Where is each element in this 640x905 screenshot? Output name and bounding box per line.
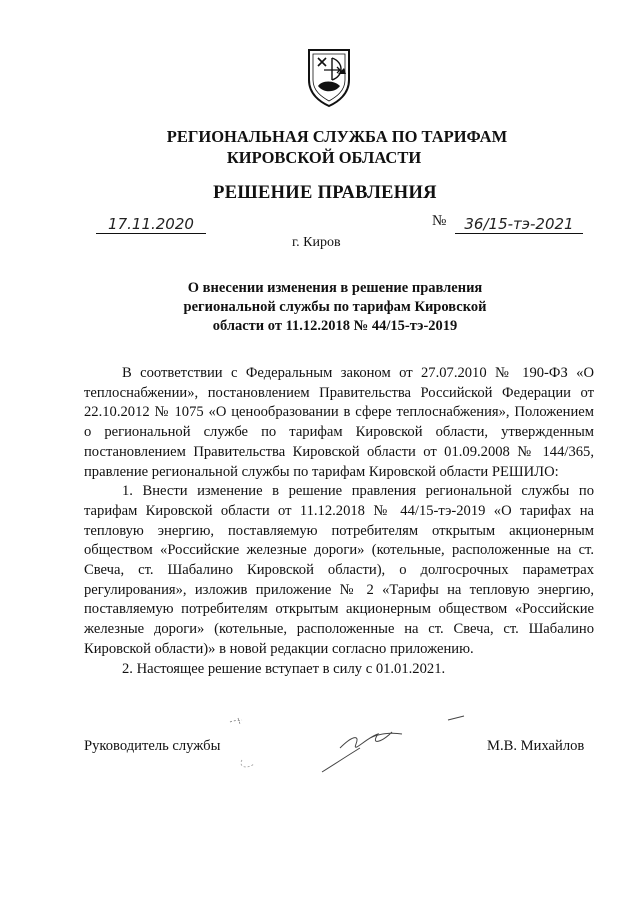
item-2-paragraph: 2. Настоящее решение вступает в силу с 01.01.2021. xyxy=(122,660,446,677)
number-label: № xyxy=(432,213,447,229)
city: г. Киров xyxy=(292,235,341,250)
document-subject xyxy=(0,279,640,336)
preamble-paragraph: В соответствии с Федеральным законом от 27.07.2010 № 190-ФЗ «О теплоснабжении», постановлением Правительства Российской Федерации от 22.10.2012 № 1075 «О ценообразовании в сфере теплоснабжения», Положением о региональной службе по тарифам Кировской области, утвержденным постановлением Правительства Кировской области от 01.09.2008 № 144/365, правление региональной службы по тарифам Кировской области РЕШИЛО: xyxy=(84,365,594,480)
subject-line2: региональной службы по тарифам Кировской xyxy=(183,299,487,315)
document-date: 17.11.2020 xyxy=(96,215,206,234)
org-name-line2: КИРОВСКОЙ ОБЛАСТИ xyxy=(226,148,422,167)
coat-of-arms-icon xyxy=(304,46,354,108)
subject-line1: О внесении изменения в решение правления xyxy=(187,280,483,296)
subject-line3: области от 11.12.2018 № 44/15-тэ-2019 xyxy=(212,318,458,334)
document-body xyxy=(84,364,594,679)
document-number: 36/15-тэ-2021 xyxy=(455,215,583,234)
org-name-line1: РЕГИОНАЛЬНАЯ СЛУЖБА ПО ТАРИФАМ xyxy=(166,127,508,146)
handwritten-signature xyxy=(220,712,470,782)
signatory-role: Руководитель службы xyxy=(84,738,221,754)
item-1-paragraph: 1. Внести изменение в решение правления региональной службы по тарифам Кировской области от 11.12.2018 № 44/15-тэ-2019 «О тарифах на тепловую энергию, поставляемую потребителям открытым акционерным обществом «Российские железные дороги» (котельные, расположенные на ст. Свеча, ст. Шабалино Кировской области), о долгосрочных параметрах регулирования», изложив приложение № 2 «Тарифы на тепловую энергию, поставляемую потребителям открытым акционерным обществом «Российские железные дороги» (котельные, расположенные на ст. Свеча, ст. Шабалино Кировской области)» в новой редакции согласно приложению. xyxy=(84,483,594,657)
signatory-name: М.В. Михайлов xyxy=(487,738,585,754)
document-title: РЕШЕНИЕ ПРАВЛЕНИЯ xyxy=(213,183,437,203)
